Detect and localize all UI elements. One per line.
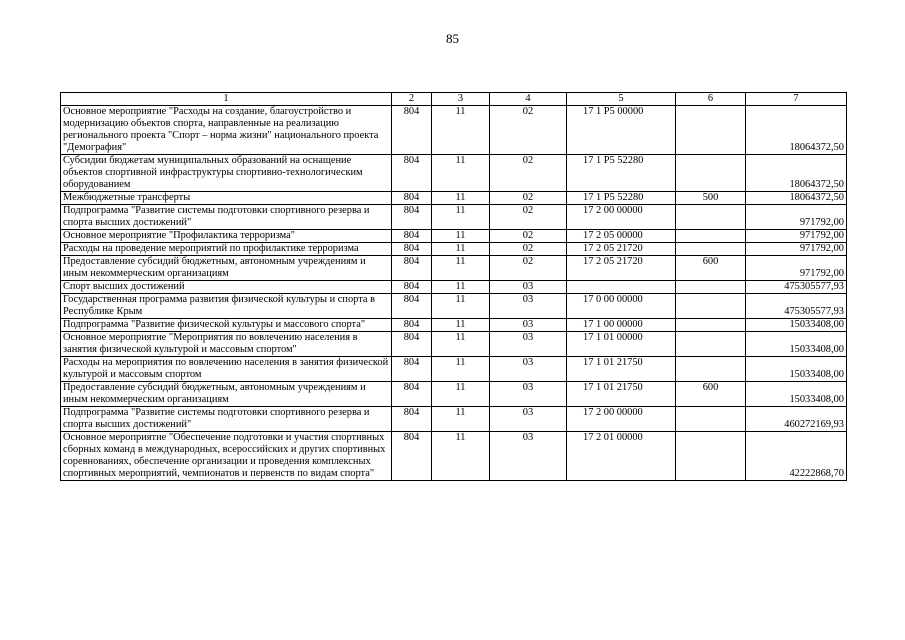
row-sum-cell: 971792,00	[746, 230, 847, 243]
row-target-article-cell: 17 1 01 21750	[567, 357, 676, 382]
table-row	[61, 205, 847, 230]
row-sum-cell: 18064372,50	[746, 106, 847, 155]
row-sum-cell: 18064372,50	[746, 155, 847, 192]
row-expense-type-cell	[676, 230, 746, 243]
row-subsection-cell: 03	[490, 407, 567, 432]
row-section-cell: 11	[432, 281, 490, 294]
row-subsection-cell: 02	[490, 243, 567, 256]
row-sum-cell: 15033408,00	[746, 357, 847, 382]
row-name-cell: Подпрограмма "Развитие системы подготовки спортивного резерва и спорта высших достижений"	[61, 205, 392, 230]
row-section-cell: 11	[432, 319, 490, 332]
row-grbs-cell: 804	[392, 230, 432, 243]
row-name-cell: Расходы на проведение мероприятий по профилактике терроризма	[61, 243, 392, 256]
row-subsection-cell: 02	[490, 106, 567, 155]
row-grbs-cell: 804	[392, 281, 432, 294]
row-grbs-cell: 804	[392, 357, 432, 382]
row-target-article-cell: 17 1 00 00000	[567, 319, 676, 332]
row-grbs-cell: 804	[392, 205, 432, 230]
row-target-article-cell	[567, 281, 676, 294]
row-section-cell: 11	[432, 243, 490, 256]
row-grbs-cell: 804	[392, 243, 432, 256]
table-row	[61, 332, 847, 357]
header-cell-1: 1	[61, 93, 392, 106]
row-grbs-cell: 804	[392, 192, 432, 205]
row-subsection-cell: 02	[490, 205, 567, 230]
table-row	[61, 319, 847, 332]
row-section-cell: 11	[432, 230, 490, 243]
row-section-cell: 11	[432, 432, 490, 481]
row-section-cell: 11	[432, 357, 490, 382]
row-name-cell: Основное мероприятие "Обеспечение подготовки и участия спортивных сборных команд в международных, всероссийских и других спортивных соревнованиях, обеспечение организации и проведения комплексных спортивных мероприятий, чемпионатов и первенств по видам спорта"	[61, 432, 392, 481]
row-expense-type-cell: 500	[676, 192, 746, 205]
row-name-cell: Основное мероприятие "Расходы на создание, благоустройство и модернизацию объектов спорта, направленные на реализацию регионального проекта "Спорт – норма жизни" национального проекта "Демография"	[61, 106, 392, 155]
row-name-cell: Межбюджетные трансферты	[61, 192, 392, 205]
row-subsection-cell: 03	[490, 357, 567, 382]
row-section-cell: 11	[432, 155, 490, 192]
row-section-cell: 11	[432, 205, 490, 230]
table-row	[61, 230, 847, 243]
row-name-cell: Основное мероприятие "Мероприятия по вовлечению населения в занятия физической культурой и массовым спортом"	[61, 332, 392, 357]
row-sum-cell: 15033408,00	[746, 332, 847, 357]
row-name-cell: Основное мероприятие "Профилактика терроризма"	[61, 230, 392, 243]
table-row	[61, 281, 847, 294]
page-number: 85	[446, 31, 459, 46]
row-sum-cell: 42222868,70	[746, 432, 847, 481]
row-sum-cell: 475305577,93	[746, 294, 847, 319]
row-subsection-cell: 03	[490, 281, 567, 294]
row-name-cell: Подпрограмма "Развитие системы подготовки спортивного резерва и спорта высших достижений"	[61, 407, 392, 432]
table-row	[61, 106, 847, 155]
row-expense-type-cell	[676, 243, 746, 256]
row-target-article-cell: 17 1 P5 00000	[567, 106, 676, 155]
row-expense-type-cell: 600	[676, 382, 746, 407]
header-cell-5: 5	[567, 93, 676, 106]
row-sum-cell: 460272169,93	[746, 407, 847, 432]
row-target-article-cell: 17 1 P5 52280	[567, 155, 676, 192]
row-sum-cell: 971792,00	[746, 243, 847, 256]
row-subsection-cell: 03	[490, 294, 567, 319]
table-row	[61, 382, 847, 407]
row-grbs-cell: 804	[392, 432, 432, 481]
row-section-cell: 11	[432, 407, 490, 432]
row-target-article-cell: 17 2 05 00000	[567, 230, 676, 243]
row-target-article-cell: 17 2 00 00000	[567, 205, 676, 230]
row-expense-type-cell	[676, 432, 746, 481]
row-subsection-cell: 03	[490, 382, 567, 407]
row-subsection-cell: 03	[490, 319, 567, 332]
row-expense-type-cell	[676, 332, 746, 357]
header-cell-6: 6	[676, 93, 746, 106]
table-row	[61, 357, 847, 382]
table-row	[61, 407, 847, 432]
row-target-article-cell: 17 2 05 21720	[567, 256, 676, 281]
row-sum-cell: 15033408,00	[746, 382, 847, 407]
row-grbs-cell: 804	[392, 407, 432, 432]
row-target-article-cell: 17 1 01 00000	[567, 332, 676, 357]
row-section-cell: 11	[432, 192, 490, 205]
table-row	[61, 155, 847, 192]
table-row	[61, 256, 847, 281]
row-grbs-cell: 804	[392, 332, 432, 357]
budget-table	[60, 92, 847, 481]
row-grbs-cell: 804	[392, 319, 432, 332]
row-grbs-cell: 804	[392, 155, 432, 192]
row-expense-type-cell	[676, 407, 746, 432]
table-row	[61, 294, 847, 319]
row-section-cell: 11	[432, 332, 490, 357]
row-name-cell: Предоставление субсидий бюджетным, автономным учреждениям и иным некоммерческим организациям	[61, 382, 392, 407]
table-row	[61, 432, 847, 481]
row-expense-type-cell: 600	[676, 256, 746, 281]
row-target-article-cell: 17 2 01 00000	[567, 432, 676, 481]
row-subsection-cell: 02	[490, 230, 567, 243]
header-cell-7: 7	[746, 93, 847, 106]
row-name-cell: Спорт высших достижений	[61, 281, 392, 294]
row-expense-type-cell	[676, 205, 746, 230]
row-section-cell: 11	[432, 106, 490, 155]
header-cell-3: 3	[432, 93, 490, 106]
row-grbs-cell: 804	[392, 382, 432, 407]
table-row	[61, 243, 847, 256]
table-row	[61, 192, 847, 205]
row-name-cell: Подпрограмма "Развитие физической культуры и массового спорта"	[61, 319, 392, 332]
header-cell-2: 2	[392, 93, 432, 106]
row-target-article-cell: 17 1 01 21750	[567, 382, 676, 407]
row-expense-type-cell	[676, 357, 746, 382]
row-name-cell: Субсидии бюджетам муниципальных образований на оснащение объектов спортивной инфраструктуры спортивно-технологическим оборудованием	[61, 155, 392, 192]
row-section-cell: 11	[432, 382, 490, 407]
row-section-cell: 11	[432, 294, 490, 319]
row-sum-cell: 18064372,50	[746, 192, 847, 205]
row-sum-cell: 971792,00	[746, 256, 847, 281]
row-expense-type-cell	[676, 294, 746, 319]
row-sum-cell: 15033408,00	[746, 319, 847, 332]
row-sum-cell: 475305577,93	[746, 281, 847, 294]
row-expense-type-cell	[676, 106, 746, 155]
row-subsection-cell: 03	[490, 332, 567, 357]
table-header-row	[61, 93, 847, 106]
row-target-article-cell: 17 2 00 00000	[567, 407, 676, 432]
row-sum-cell: 971792,00	[746, 205, 847, 230]
row-target-article-cell: 17 0 00 00000	[567, 294, 676, 319]
row-expense-type-cell	[676, 155, 746, 192]
row-grbs-cell: 804	[392, 294, 432, 319]
row-name-cell: Расходы на мероприятия по вовлечению населения в занятия физической культурой и массовым спортом	[61, 357, 392, 382]
row-target-article-cell: 17 2 05 21720	[567, 243, 676, 256]
row-expense-type-cell	[676, 319, 746, 332]
row-subsection-cell: 02	[490, 192, 567, 205]
row-section-cell: 11	[432, 256, 490, 281]
row-subsection-cell: 02	[490, 155, 567, 192]
header-cell-4: 4	[490, 93, 567, 106]
row-grbs-cell: 804	[392, 256, 432, 281]
row-subsection-cell: 02	[490, 256, 567, 281]
row-name-cell: Государственная программа развития физической культуры и спорта в Республике Крым	[61, 294, 392, 319]
row-grbs-cell: 804	[392, 106, 432, 155]
row-expense-type-cell	[676, 281, 746, 294]
row-subsection-cell: 03	[490, 432, 567, 481]
row-target-article-cell: 17 1 P5 52280	[567, 192, 676, 205]
row-name-cell: Предоставление субсидий бюджетным, автономным учреждениям и иным некоммерческим организациям	[61, 256, 392, 281]
